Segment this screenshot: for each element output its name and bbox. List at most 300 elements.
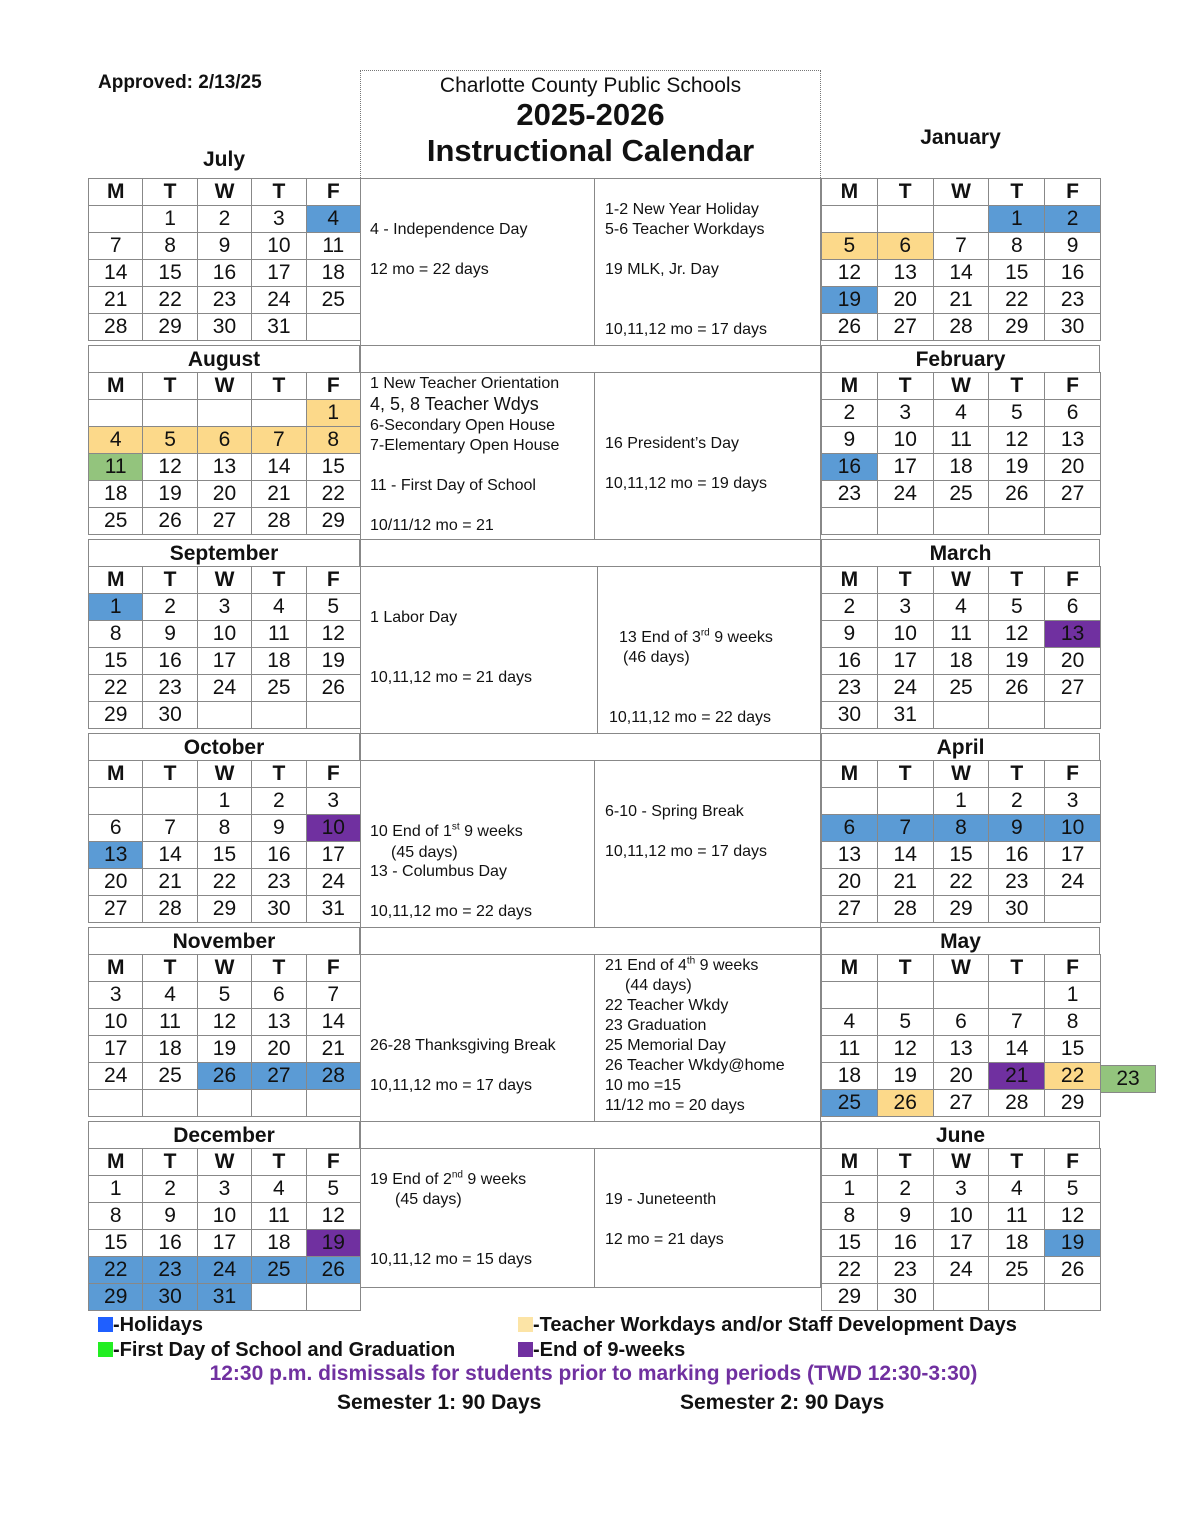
day-cell: 8 — [197, 815, 251, 842]
school-year: 2025-2026 — [516, 97, 665, 132]
weekday-header: W — [197, 567, 251, 594]
legend-first-day — [98, 1339, 455, 1362]
day-cell: 10 — [252, 233, 306, 260]
note-line: 10,11,12 mo = 17 days — [605, 321, 768, 338]
notes-november — [360, 954, 595, 1122]
week-row — [822, 1230, 1101, 1257]
blue-swatch-icon — [98, 1317, 113, 1332]
day-cell: 19 — [197, 1036, 251, 1063]
week-row — [89, 206, 361, 233]
day-cell: 3 — [306, 788, 360, 815]
week-row — [89, 621, 361, 648]
day-cell: 29 — [933, 896, 989, 923]
note-line — [370, 822, 523, 842]
day-cell: 6 — [252, 982, 306, 1009]
day-cell: 4 — [822, 1009, 878, 1036]
weekday-header-row — [822, 567, 1101, 594]
day-cell: 22 — [89, 675, 143, 702]
week-row — [89, 1036, 361, 1063]
day-cell — [1045, 702, 1101, 729]
weekday-header: M — [822, 955, 878, 982]
day-cell: 29 — [1045, 1090, 1101, 1117]
day-cell — [1045, 508, 1101, 535]
day-cell: 26 — [989, 675, 1045, 702]
day-cell: 25 — [252, 1257, 306, 1284]
yellow-swatch-icon — [518, 1317, 533, 1332]
purple-swatch-icon — [518, 1342, 533, 1357]
weekday-header: F — [306, 761, 360, 788]
day-cell: 8 — [306, 427, 360, 454]
day-cell: 8 — [89, 1203, 143, 1230]
weekday-header: W — [197, 955, 251, 982]
day-cell: 29 — [89, 1284, 143, 1311]
day-cell: 20 — [197, 481, 251, 508]
weekday-header-row — [89, 373, 361, 400]
notes-may — [594, 954, 821, 1122]
day-cell: 21 — [877, 869, 933, 896]
day-cell: 6 — [197, 427, 251, 454]
weekday-header: M — [822, 179, 878, 206]
weekday-header: T — [989, 1149, 1045, 1176]
day-cell: 5 — [306, 1176, 360, 1203]
day-cell: 29 — [989, 314, 1045, 341]
weekday-header: T — [877, 567, 933, 594]
week-row — [822, 594, 1101, 621]
notes-june — [594, 1148, 821, 1288]
day-cell: 11 — [933, 621, 989, 648]
weekday-header: W — [933, 1149, 989, 1176]
weekday-header: T — [252, 567, 306, 594]
day-cell: 15 — [822, 1230, 878, 1257]
day-cell — [933, 982, 989, 1009]
month-name-november: November — [88, 927, 360, 955]
day-cell: 13 — [1045, 427, 1101, 454]
divider-row — [360, 733, 821, 761]
day-cell: 16 — [252, 842, 306, 869]
note-text: 19 End of 2 — [370, 1171, 452, 1188]
day-cell: 14 — [143, 842, 197, 869]
day-cell: 23 — [252, 869, 306, 896]
day-cell — [877, 982, 933, 1009]
day-cell — [933, 206, 989, 233]
weekday-header: F — [1045, 1149, 1101, 1176]
week-row — [89, 508, 361, 535]
day-cell: 17 — [197, 648, 251, 675]
calendar-march — [821, 566, 1101, 729]
note-line: 10,11,12 mo = 17 days — [605, 843, 768, 860]
day-cell: 26 — [822, 314, 878, 341]
day-cell: 2 — [252, 788, 306, 815]
day-cell: 9 — [1045, 233, 1101, 260]
note-line: 6-Secondary Open House — [370, 417, 555, 434]
weekday-header: T — [877, 955, 933, 982]
month-name-february: February — [821, 345, 1100, 373]
legend-text: -Holidays — [113, 1314, 204, 1336]
day-cell: 2 — [143, 1176, 197, 1203]
semester-1: Semester 1: 90 Days — [337, 1391, 542, 1414]
day-cell: 20 — [252, 1036, 306, 1063]
day-cell: 24 — [252, 287, 306, 314]
weekday-header: T — [143, 761, 197, 788]
weekday-header: T — [877, 761, 933, 788]
day-cell — [822, 982, 878, 1009]
weekday-header: W — [197, 373, 251, 400]
day-cell: 25 — [822, 1090, 878, 1117]
day-cell: 13 — [1045, 621, 1101, 648]
day-cell: 21 — [933, 287, 989, 314]
note-line: 12 mo = 22 days — [370, 261, 489, 278]
day-cell: 17 — [306, 842, 360, 869]
weekday-header: T — [252, 955, 306, 982]
week-row — [822, 982, 1101, 1009]
day-cell: 21 — [306, 1036, 360, 1063]
week-row — [822, 675, 1101, 702]
day-cell: 2 — [877, 1176, 933, 1203]
weekday-header: W — [933, 179, 989, 206]
day-cell: 16 — [143, 1230, 197, 1257]
day-cell: 10 — [933, 1203, 989, 1230]
day-cell: 31 — [252, 314, 306, 341]
week-row — [89, 815, 361, 842]
calendar-april — [821, 760, 1101, 923]
weekday-header-row — [89, 567, 361, 594]
week-row — [89, 702, 361, 729]
week-row — [822, 233, 1101, 260]
weekday-header-row — [822, 761, 1101, 788]
calendar-october — [88, 760, 361, 923]
day-cell — [877, 508, 933, 535]
day-cell — [306, 314, 360, 341]
weekday-header: F — [1045, 567, 1101, 594]
day-cell: 12 — [877, 1036, 933, 1063]
day-cell: 5 — [989, 400, 1045, 427]
day-cell: 17 — [252, 260, 306, 287]
day-cell: 26 — [306, 1257, 360, 1284]
weekday-header: T — [989, 761, 1045, 788]
weekday-header: T — [143, 567, 197, 594]
note-line: 5-6 Teacher Workdays — [605, 221, 765, 238]
weekday-header: F — [1045, 373, 1101, 400]
day-cell: 6 — [89, 815, 143, 842]
day-cell — [197, 702, 251, 729]
week-row — [89, 594, 361, 621]
note-text: 9 weeks — [709, 629, 773, 646]
day-cell: 2 — [143, 594, 197, 621]
day-cell: 28 — [933, 314, 989, 341]
note-line: (45 days) — [395, 1191, 462, 1208]
day-cell: 11 — [822, 1036, 878, 1063]
day-cell: 20 — [1045, 648, 1101, 675]
day-cell: 11 — [252, 621, 306, 648]
weekday-header: T — [877, 373, 933, 400]
day-cell: 19 — [989, 648, 1045, 675]
day-cell: 14 — [306, 1009, 360, 1036]
day-cell: 12 — [822, 260, 878, 287]
day-cell — [89, 206, 143, 233]
note-line: 10,11,12 mo = 17 days — [370, 1077, 533, 1094]
weekday-header: M — [822, 567, 878, 594]
day-cell: 25 — [252, 675, 306, 702]
notes-february — [594, 372, 821, 540]
day-cell: 27 — [89, 896, 143, 923]
day-cell: 16 — [822, 454, 878, 481]
note-sup: nd — [451, 1169, 463, 1181]
approved-date: Approved: 2/13/25 — [98, 72, 262, 93]
weekday-header: M — [89, 373, 143, 400]
weekday-header: W — [197, 179, 251, 206]
weekday-header: T — [989, 373, 1045, 400]
day-cell: 3 — [933, 1176, 989, 1203]
day-cell: 9 — [989, 815, 1045, 842]
calendar-july — [88, 178, 361, 341]
weekday-header: M — [822, 761, 878, 788]
day-cell: 14 — [933, 260, 989, 287]
week-row — [89, 1257, 361, 1284]
day-cell: 18 — [252, 648, 306, 675]
day-cell: 26 — [877, 1090, 933, 1117]
day-cell: 23 — [989, 869, 1045, 896]
day-cell: 1 — [143, 206, 197, 233]
semester-2: Semester 2: 90 Days — [680, 1391, 885, 1414]
day-cell: 28 — [877, 896, 933, 923]
weekday-header: T — [143, 179, 197, 206]
day-cell: 18 — [143, 1036, 197, 1063]
week-row — [822, 1257, 1101, 1284]
day-cell: 4 — [989, 1176, 1045, 1203]
weekday-header: W — [933, 373, 989, 400]
day-cell: 19 — [143, 481, 197, 508]
day-cell: 29 — [306, 508, 360, 535]
weekday-header-row — [89, 955, 361, 982]
day-cell: 13 — [822, 842, 878, 869]
note-line: 11/12 mo = 20 days — [605, 1097, 745, 1114]
note-line: 13 - Columbus Day — [370, 863, 507, 880]
day-cell: 20 — [877, 287, 933, 314]
note-text: 9 weeks — [459, 823, 523, 840]
month-name-july: July — [202, 148, 246, 171]
day-cell: 20 — [89, 869, 143, 896]
day-cell: 2 — [822, 594, 878, 621]
day-cell: 30 — [989, 896, 1045, 923]
calendar-august — [88, 372, 361, 535]
note-line: 26 Teacher Wkdy@home — [605, 1057, 785, 1074]
day-cell: 23 — [143, 1257, 197, 1284]
weekday-header: T — [143, 955, 197, 982]
day-cell: 12 — [306, 1203, 360, 1230]
day-cell: 21 — [89, 287, 143, 314]
divider-row — [360, 927, 821, 955]
day-cell: 30 — [822, 702, 878, 729]
note-line: (46 days) — [623, 649, 690, 666]
day-cell: 2 — [822, 400, 878, 427]
weekday-header: T — [989, 567, 1045, 594]
day-cell: 18 — [933, 648, 989, 675]
day-cell: 23 — [877, 1257, 933, 1284]
day-cell: 25 — [933, 675, 989, 702]
month-name-december: December — [88, 1121, 360, 1149]
note-line: 6-10 - Spring Break — [605, 803, 744, 820]
day-cell — [252, 702, 306, 729]
day-cell: 4 — [306, 206, 360, 233]
day-cell: 24 — [197, 675, 251, 702]
calendar-may — [821, 954, 1101, 1117]
day-cell: 2 — [1045, 206, 1101, 233]
day-cell: 19 — [306, 1230, 360, 1257]
week-row — [822, 1036, 1101, 1063]
week-row — [822, 454, 1101, 481]
day-cell: 23 — [143, 675, 197, 702]
day-cell: 11 — [252, 1203, 306, 1230]
day-cell — [306, 1284, 360, 1311]
note-line: 22 Teacher Wkdy — [605, 997, 729, 1014]
day-cell: 27 — [822, 896, 878, 923]
day-cell: 11 — [989, 1203, 1045, 1230]
day-cell: 24 — [877, 481, 933, 508]
weekday-header-row — [822, 955, 1101, 982]
day-cell: 28 — [306, 1063, 360, 1090]
week-row — [822, 260, 1101, 287]
day-cell: 30 — [143, 702, 197, 729]
note-line: 10,11,12 mo = 22 days — [370, 903, 533, 920]
day-cell — [989, 1284, 1045, 1311]
month-name-august: August — [88, 345, 360, 373]
day-cell: 4 — [933, 594, 989, 621]
notes-march — [597, 566, 821, 734]
notes-january — [594, 178, 821, 346]
weekday-header: T — [877, 179, 933, 206]
day-cell: 12 — [143, 454, 197, 481]
day-cell: 9 — [822, 427, 878, 454]
day-cell — [252, 400, 306, 427]
day-cell — [877, 788, 933, 815]
day-cell: 1 — [933, 788, 989, 815]
note-text: 10 End of 1 — [370, 823, 452, 840]
day-cell: 8 — [89, 621, 143, 648]
week-row — [89, 1284, 361, 1311]
week-row — [822, 621, 1101, 648]
day-cell: 24 — [306, 869, 360, 896]
week-row — [822, 400, 1101, 427]
week-row — [89, 1090, 361, 1117]
note-sup: th — [686, 955, 696, 967]
day-cell — [143, 788, 197, 815]
day-cell — [822, 508, 878, 535]
weekday-header: F — [306, 1149, 360, 1176]
day-cell: 4 — [252, 594, 306, 621]
day-cell: 11 — [89, 454, 143, 481]
day-cell: 26 — [1045, 1257, 1101, 1284]
day-cell: 11 — [306, 233, 360, 260]
weekday-header-row — [89, 179, 361, 206]
day-cell: 6 — [1045, 400, 1101, 427]
day-cell: 7 — [143, 815, 197, 842]
day-cell: 1 — [989, 206, 1045, 233]
week-row — [89, 1230, 361, 1257]
weekday-header: T — [252, 761, 306, 788]
green-swatch-icon — [98, 1342, 113, 1357]
note-text: 9 weeks — [462, 1171, 527, 1188]
day-cell: 13 — [197, 454, 251, 481]
day-cell: 30 — [252, 896, 306, 923]
week-row — [822, 1176, 1101, 1203]
day-cell: 30 — [877, 1284, 933, 1311]
note-line: 4 - Independence Day — [370, 221, 528, 238]
day-cell: 22 — [306, 481, 360, 508]
week-row — [89, 481, 361, 508]
note-line: 7-Elementary Open House — [370, 437, 560, 454]
week-row — [822, 1203, 1101, 1230]
divider-row — [360, 539, 821, 567]
day-cell: 4 — [143, 982, 197, 1009]
weekday-header: M — [822, 1149, 878, 1176]
day-cell: 12 — [306, 621, 360, 648]
weekday-header: M — [822, 373, 878, 400]
day-cell: 15 — [1045, 1036, 1101, 1063]
day-cell: 9 — [252, 815, 306, 842]
month-name-march: March — [821, 539, 1100, 567]
weekday-header-row — [822, 1149, 1101, 1176]
week-row — [89, 400, 361, 427]
day-cell: 5 — [877, 1009, 933, 1036]
day-cell: 18 — [89, 481, 143, 508]
day-cell: 27 — [877, 314, 933, 341]
day-cell: 24 — [1045, 869, 1101, 896]
day-cell: 30 — [143, 1284, 197, 1311]
weekday-header: T — [989, 179, 1045, 206]
day-cell: 17 — [877, 648, 933, 675]
week-row — [89, 233, 361, 260]
day-cell: 10 — [197, 621, 251, 648]
divider-row — [360, 1121, 821, 1149]
weekday-header: T — [252, 373, 306, 400]
note-line — [605, 956, 758, 976]
day-cell: 18 — [306, 260, 360, 287]
weekday-header: F — [306, 179, 360, 206]
day-cell: 16 — [143, 648, 197, 675]
notes-september — [360, 566, 598, 734]
day-cell: 26 — [989, 481, 1045, 508]
day-cell — [197, 1090, 251, 1117]
day-cell: 10 — [877, 427, 933, 454]
day-cell: 26 — [143, 508, 197, 535]
day-cell: 28 — [989, 1090, 1045, 1117]
day-cell: 23 — [197, 287, 251, 314]
day-cell — [877, 206, 933, 233]
month-name-april: April — [821, 733, 1100, 761]
week-row — [822, 896, 1101, 923]
calendar-september — [88, 566, 361, 729]
day-cell: 1 — [822, 1176, 878, 1203]
note-line: 23 Graduation — [605, 1017, 707, 1034]
day-cell: 29 — [197, 896, 251, 923]
day-cell: 6 — [933, 1009, 989, 1036]
may-23-cell: 23 — [1100, 1065, 1156, 1093]
week-row — [822, 648, 1101, 675]
day-cell — [89, 788, 143, 815]
day-cell — [989, 702, 1045, 729]
day-cell: 27 — [252, 1063, 306, 1090]
day-cell: 18 — [989, 1230, 1045, 1257]
day-cell: 24 — [877, 675, 933, 702]
day-cell: 31 — [877, 702, 933, 729]
note-line: 19 - Juneteenth — [605, 1191, 717, 1208]
day-cell: 7 — [306, 982, 360, 1009]
note-line: 10,11,12 mo = 19 days — [605, 475, 768, 492]
note-line: (45 days) — [391, 844, 458, 861]
month-name-may: May — [821, 927, 1100, 955]
week-row — [822, 481, 1101, 508]
notes-july — [360, 178, 595, 346]
